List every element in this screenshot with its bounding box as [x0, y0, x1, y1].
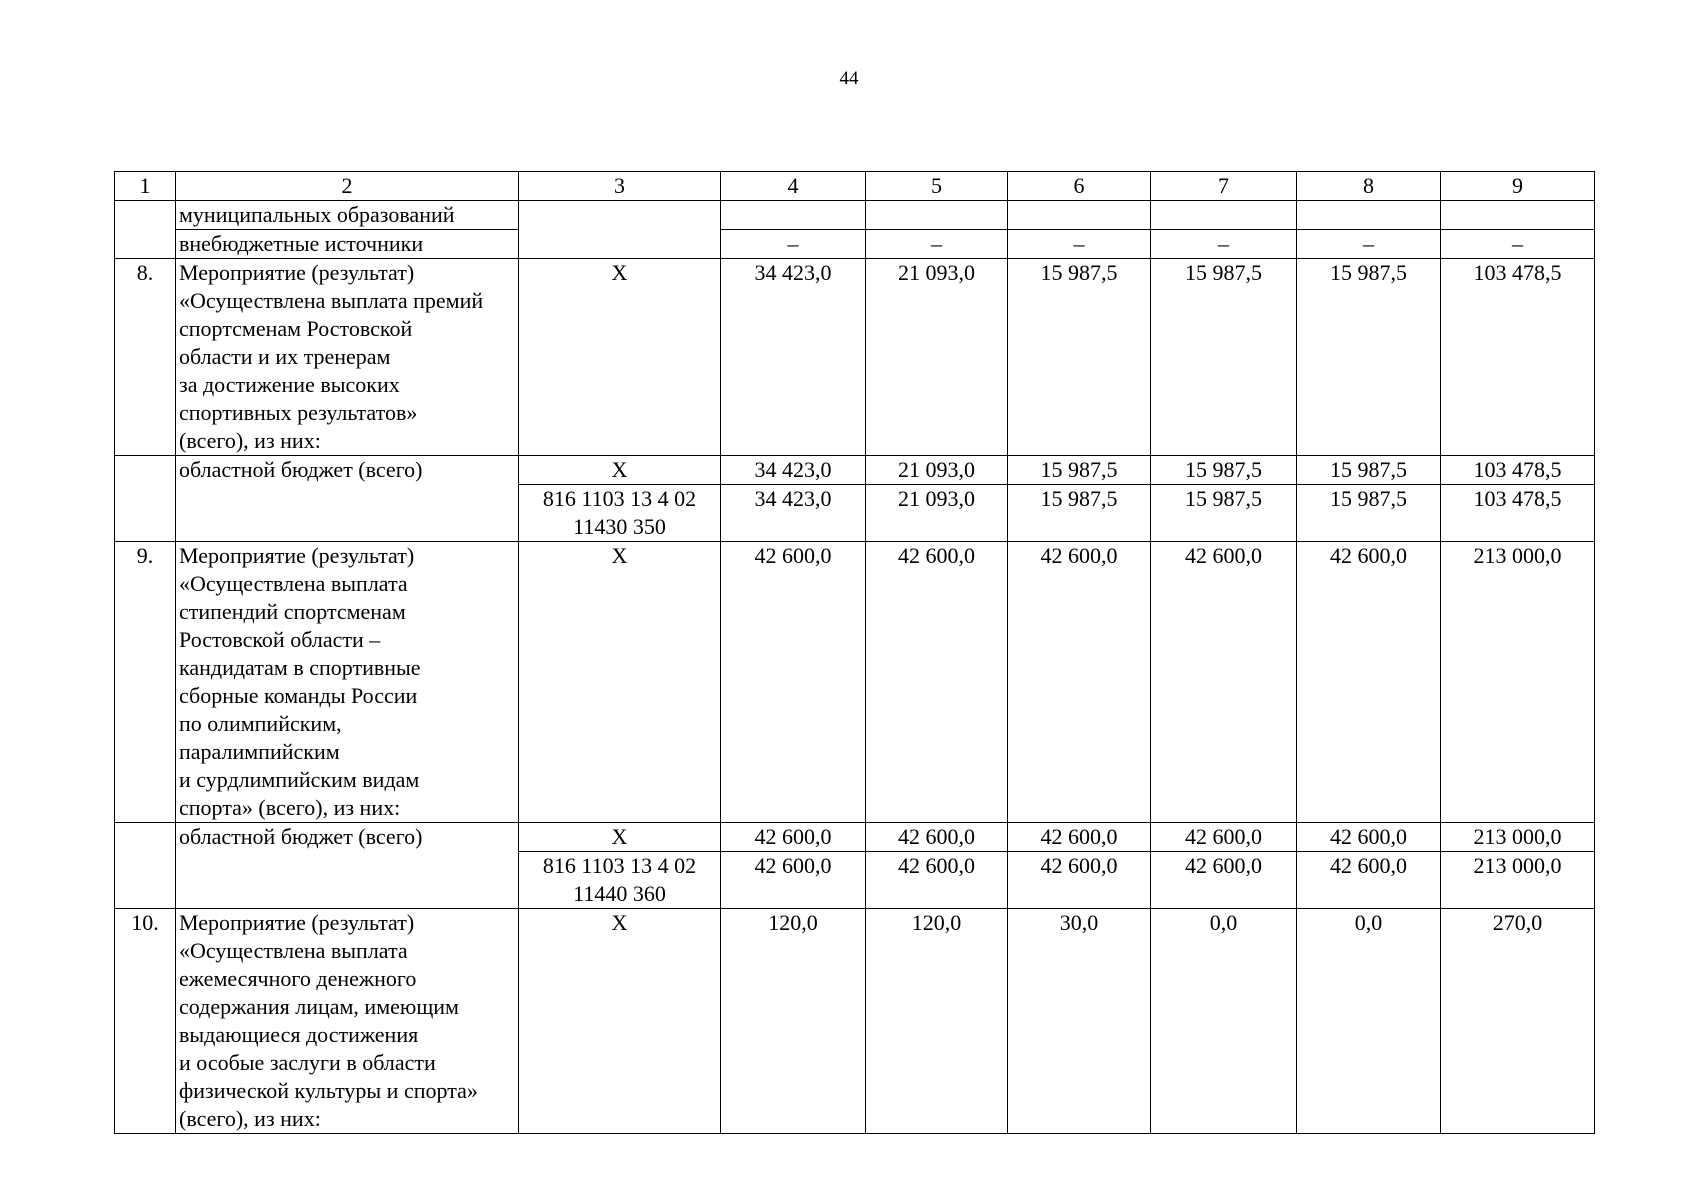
table-row [115, 909, 1595, 1134]
table-row [115, 823, 1595, 852]
row-number-cell [115, 201, 176, 259]
value-cell [1008, 201, 1151, 230]
header-cell: 5 [866, 172, 1008, 201]
value-cell: 21 093,0 [866, 485, 1008, 542]
value-cell: 120,0 [721, 909, 866, 1134]
code-cell: 816 1103 13 4 02 11430 350 [519, 485, 721, 542]
table-row [115, 542, 1595, 823]
value-cell: 21 093,0 [866, 456, 1008, 485]
value-cell: 42 600,0 [1008, 823, 1151, 852]
code-cell [519, 201, 721, 259]
value-cell: 15 987,5 [1297, 259, 1441, 456]
budget-table [114, 171, 1595, 1134]
value-cell: 15 987,5 [1297, 456, 1441, 485]
header-cell: 6 [1008, 172, 1151, 201]
value-cell: 42 600,0 [1297, 852, 1441, 909]
row-number-cell [115, 456, 176, 542]
value-cell: 42 600,0 [1151, 542, 1297, 823]
value-cell: 34 423,0 [721, 485, 866, 542]
description-cell: областной бюджет (всего) [176, 823, 519, 909]
value-cell: 42 600,0 [1008, 852, 1151, 909]
table-row [115, 230, 1595, 259]
value-cell: – [1151, 230, 1297, 259]
header-cell: 1 [115, 172, 176, 201]
row-number-cell: 10. [115, 909, 176, 1134]
value-cell: 42 600,0 [1008, 542, 1151, 823]
value-cell: 15 987,5 [1008, 485, 1151, 542]
value-cell: 15 987,5 [1008, 259, 1151, 456]
value-cell: 15 987,5 [1297, 485, 1441, 542]
page-number: 44 [839, 68, 859, 89]
value-cell: 42 600,0 [866, 852, 1008, 909]
value-cell: 0,0 [1297, 909, 1441, 1134]
value-cell: 42 600,0 [721, 852, 866, 909]
value-cell: 42 600,0 [866, 542, 1008, 823]
value-cell: 120,0 [866, 909, 1008, 1134]
value-cell: 270,0 [1441, 909, 1595, 1134]
value-cell: 21 093,0 [866, 259, 1008, 456]
code-cell: X [519, 823, 721, 852]
value-cell: – [1297, 230, 1441, 259]
table-row [115, 201, 1595, 230]
value-cell [721, 201, 866, 230]
row-number-cell: 9. [115, 542, 176, 823]
description-cell: Мероприятие (результат) «Осуществлена выплата премий спортсменам Ростовской области и их тренерам за достижение высоких спортивных результатов» (всего), из них: [176, 259, 519, 456]
value-cell: – [721, 230, 866, 259]
header-cell: 3 [519, 172, 721, 201]
value-cell: – [1441, 230, 1595, 259]
value-cell: 42 600,0 [1151, 852, 1297, 909]
value-cell: – [866, 230, 1008, 259]
value-cell: 42 600,0 [721, 542, 866, 823]
value-cell: 103 478,5 [1441, 485, 1595, 542]
value-cell: 30,0 [1008, 909, 1151, 1134]
code-cell: X [519, 456, 721, 485]
table-row [115, 456, 1595, 485]
code-cell: X [519, 542, 721, 823]
value-cell: 213 000,0 [1441, 852, 1595, 909]
value-cell: 15 987,5 [1008, 456, 1151, 485]
description-cell: муниципальных образований [176, 201, 519, 230]
value-cell: 0,0 [1151, 909, 1297, 1134]
header-cell: 8 [1297, 172, 1441, 201]
header-cell: 9 [1441, 172, 1595, 201]
header-row [115, 172, 1595, 201]
table-row [115, 259, 1595, 456]
value-cell: 213 000,0 [1441, 823, 1595, 852]
description-cell: областной бюджет (всего) [176, 456, 519, 542]
value-cell: 42 600,0 [1151, 823, 1297, 852]
value-cell: 34 423,0 [721, 259, 866, 456]
value-cell: – [1008, 230, 1151, 259]
code-cell: X [519, 909, 721, 1134]
value-cell: 213 000,0 [1441, 542, 1595, 823]
value-cell: 34 423,0 [721, 456, 866, 485]
description-cell: Мероприятие (результат) «Осуществлена выплата ежемесячного денежного содержания лицам, имеющим выдающиеся достижения и особые заслуги в области физической культуры и спорта» (всего), из них: [176, 909, 519, 1134]
value-cell: 15 987,5 [1151, 485, 1297, 542]
value-cell: 42 600,0 [1297, 542, 1441, 823]
code-cell: X [519, 259, 721, 456]
value-cell: 42 600,0 [1297, 823, 1441, 852]
row-number-cell [115, 823, 176, 909]
value-cell: 103 478,5 [1441, 456, 1595, 485]
description-cell: внебюджетные источники [176, 230, 519, 259]
value-cell [866, 201, 1008, 230]
header-cell: 4 [721, 172, 866, 201]
value-cell: 15 987,5 [1151, 259, 1297, 456]
value-cell [1441, 201, 1595, 230]
value-cell: 103 478,5 [1441, 259, 1595, 456]
value-cell [1151, 201, 1297, 230]
value-cell: 42 600,0 [721, 823, 866, 852]
row-number-cell: 8. [115, 259, 176, 456]
value-cell [1297, 201, 1441, 230]
description-cell: Мероприятие (результат) «Осуществлена выплата стипендий спортсменам Ростовской области – кандидатам в спортивные сборные команды России по олимпийским, паралимпийским и сурдлимпийским видам спорта» (всего), из них: [176, 542, 519, 823]
value-cell: 42 600,0 [866, 823, 1008, 852]
header-cell: 7 [1151, 172, 1297, 201]
value-cell: 15 987,5 [1151, 456, 1297, 485]
header-cell: 2 [176, 172, 519, 201]
code-cell: 816 1103 13 4 02 11440 360 [519, 852, 721, 909]
